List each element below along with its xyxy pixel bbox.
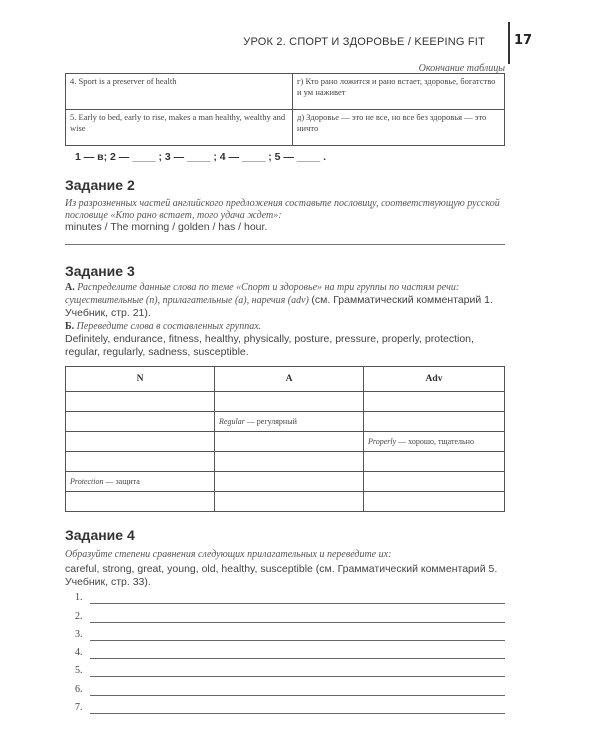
table-cell: [215, 412, 364, 432]
table-row: [66, 432, 505, 452]
table-row: [66, 392, 505, 412]
column-header-n: N: [66, 367, 215, 392]
task3-instruction-a: [65, 282, 507, 320]
example-translation: — защита: [105, 477, 140, 486]
table-cell: [364, 452, 505, 472]
answer-line[interactable]: [90, 622, 505, 623]
table-cell: [364, 412, 505, 432]
table-cell: [364, 472, 505, 492]
example-translation: — хорошо, тщательно: [398, 437, 474, 446]
table-cell: [364, 432, 505, 452]
table-cell: [215, 452, 364, 472]
task3-title: Задание 3: [65, 263, 135, 279]
table-row: [66, 110, 505, 146]
task2-title: Задание 2: [65, 177, 135, 193]
table-cell: [364, 392, 505, 412]
table-cell: д) Здоровье — это не все, но все без здоровья — это ничто: [293, 110, 505, 146]
table-row: [66, 452, 505, 472]
table-cell: [215, 472, 364, 492]
answer-line[interactable]: [90, 695, 505, 696]
table-cell: [364, 492, 505, 512]
answer-line-number: 1.: [75, 592, 83, 603]
task2-instruction: Из разрозненных частей английского предложения составьте пословицу, соответствующую русской пословице «Кто рано встает, того удача ждет»:: [65, 198, 500, 221]
page-number: 17: [514, 33, 533, 48]
grammar-reference: (см. Грамматический комментарий 1. Учебник, стр. 21).: [65, 294, 493, 319]
table-cell: 5. Early to bed, early to rise, makes a man healthy, wealthy and wise: [66, 110, 293, 146]
table-cell: [66, 412, 215, 432]
example-word: Properly: [368, 437, 397, 446]
table-cell: [215, 392, 364, 412]
task3-instruction-b: [65, 321, 261, 333]
column-header-a: A: [215, 367, 364, 392]
answer-line-number: 4.: [75, 647, 83, 658]
answer-line-number: 7.: [75, 702, 83, 713]
example-translation: — регулярный: [246, 417, 297, 426]
task4-title: Задание 4: [65, 527, 135, 543]
table-header-row: [66, 367, 505, 392]
header-divider: [508, 22, 510, 64]
instruction-text: Распределите данные слова по теме «Спорт и здоровье» на три группы по частям речи: существительные (n), прилагательные (a), наречия (adv): [65, 282, 460, 306]
parts-of-speech-table: [65, 366, 505, 512]
example-word: Protection: [70, 477, 104, 486]
table-cell: [66, 492, 215, 512]
task4-word-list: careful, strong, great, young, old, healthy, susceptible (см. Грамматический комментарий 5. Учебник, стр. 33).: [65, 563, 498, 588]
answer-line[interactable]: [90, 676, 505, 677]
table-caption: Окончание таблицы: [418, 63, 505, 74]
table-row: [66, 412, 505, 432]
column-header-adv: Adv: [364, 367, 505, 392]
answer-line[interactable]: [90, 603, 505, 604]
example-word: Regular: [219, 417, 245, 426]
table-cell: 4. Sport is a preserver of health: [66, 74, 293, 110]
table-cell: [215, 492, 364, 512]
instruction-letter: А.: [65, 282, 75, 293]
table-cell: [66, 452, 215, 472]
table-cell: [66, 432, 215, 452]
table-cell: [215, 432, 364, 452]
task4-instruction: Образуйте степени сравнения следующих прилагательных и переведите их:: [65, 549, 392, 560]
table-cell: [66, 472, 215, 492]
task2-words: minutes / The morning / golden / has / hour.: [65, 221, 268, 233]
instruction-letter: Б.: [65, 321, 75, 332]
table-row: [66, 492, 505, 512]
answer-line[interactable]: [90, 658, 505, 659]
table-row: [66, 74, 505, 110]
task3-word-list: Definitely, endurance, fitness, healthy, physically, posture, pressure, properly, protection, regular, regularly, sadness, susceptible.: [65, 333, 474, 358]
proverbs-table: [65, 73, 505, 146]
answer-line-number: 2.: [75, 611, 83, 622]
answer-line-number: 3.: [75, 629, 83, 640]
table-row: [66, 472, 505, 492]
page-header-title: УРОК 2. СПОРТ И ЗДОРОВЬЕ / KEEPING FIT: [243, 36, 485, 48]
answer-line-number: 5.: [75, 665, 83, 676]
answer-line-number: 6.: [75, 684, 83, 695]
answer-line[interactable]: [90, 640, 505, 641]
table-cell: г) Кто рано ложится и рано встает, здоровье, богатство и ум наживет: [293, 74, 505, 110]
table-cell: [66, 392, 215, 412]
answer-line[interactable]: [90, 713, 505, 714]
instruction-text: Переведите слова в составленных группах.: [76, 321, 262, 332]
answer-key-line: 1 — в; 2 — ____ ; 3 — ____ ; 4 — ____ ; 5 — ____ .: [75, 151, 327, 163]
answer-line: [65, 244, 505, 245]
